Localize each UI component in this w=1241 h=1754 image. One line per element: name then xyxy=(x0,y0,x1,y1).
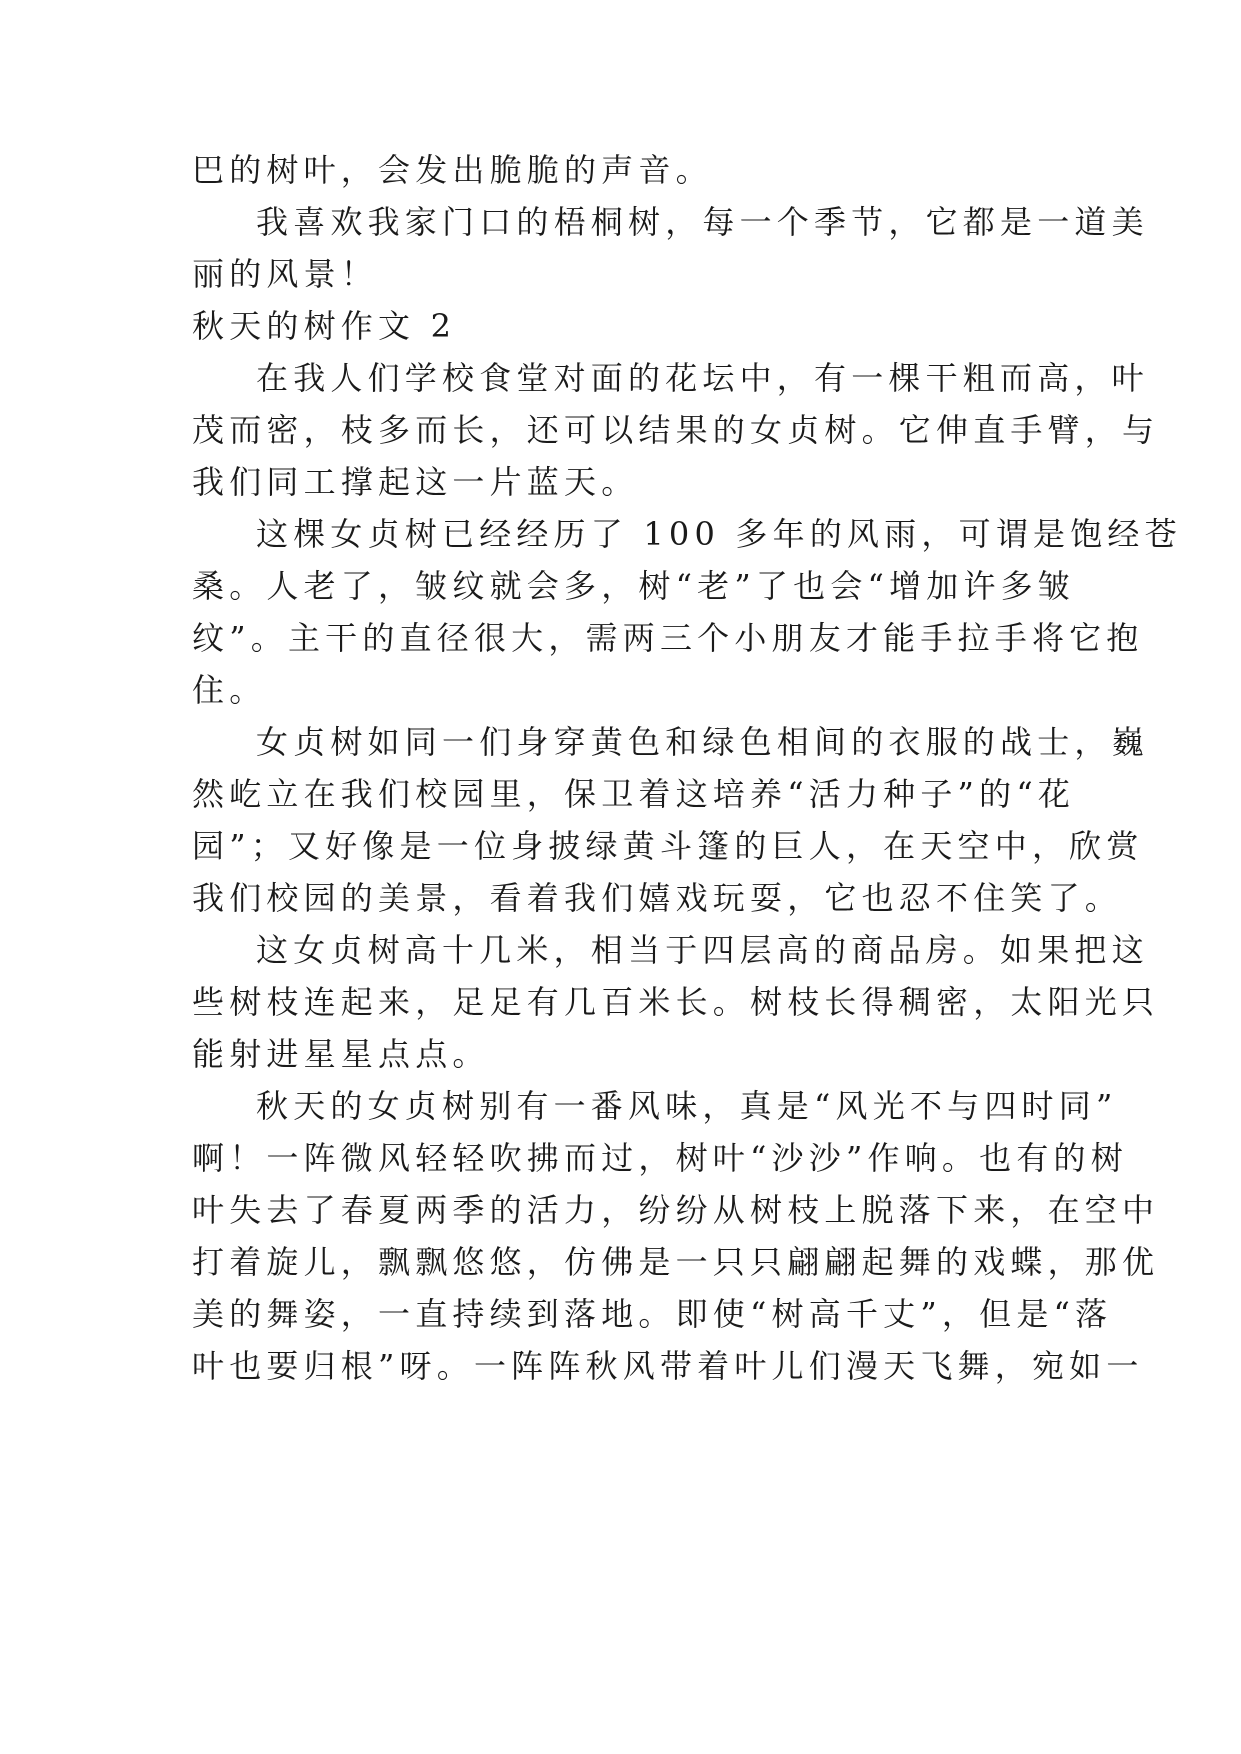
text-line: 叶也要归根”呀。一阵阵秋风带着叶儿们漫天飞舞，宛如一 xyxy=(192,1347,1144,1385)
paragraph-start-line: 秋天的女贞树别有一番风味，真是“风光不与四时同” xyxy=(256,1087,1118,1125)
text-line: 丽的风景！ xyxy=(192,255,379,293)
text-line: 打着旋儿，飘飘悠悠，仿佛是一只只翩翩起舞的戏蝶，那优 xyxy=(192,1243,1160,1281)
text-line: 些树枝连起来，足足有几百米长。树枝长得稠密，太阳光只 xyxy=(192,983,1160,1021)
text-line: 叶失去了春夏两季的活力，纷纷从树枝上脱落下来，在空中 xyxy=(192,1191,1160,1229)
text-line: 美的舞姿，一直持续到落地。即使“树高千丈”，但是“落 xyxy=(192,1295,1113,1333)
paragraph-start-line: 我喜欢我家门口的梧桐树，每一个季节，它都是一道美 xyxy=(256,203,1149,241)
paragraph-start-line: 这棵女贞树已经经历了 100 多年的风雨，可谓是饱经苍 xyxy=(256,515,1182,553)
text-line: 纹”。主干的直径很大，需两三个小朋友才能手拉手将它抱 xyxy=(192,619,1144,657)
paragraph-start-line: 女贞树如同一们身穿黄色和绿色相间的衣服的战士，巍 xyxy=(256,723,1149,761)
text-line: 我们同工撑起这一片蓝天。 xyxy=(192,463,639,501)
text-line: 桑。人老了，皱纹就会多，树“老”了也会“增加许多皱 xyxy=(192,567,1076,605)
text-line: 茂而密，枝多而长，还可以结果的女贞树。它伸直手臂，与 xyxy=(192,411,1160,449)
essay-heading: 秋天的树作文 2 xyxy=(192,307,457,345)
paragraph-start-line: 在我人们学校食堂对面的花坛中，有一棵干粗而高，叶 xyxy=(256,359,1149,397)
text-line: 园”；又好像是一位身披绿黄斗篷的巨人，在天空中，欣赏 xyxy=(192,827,1144,865)
text-line: 住。 xyxy=(192,671,267,709)
text-line: 能射进星星点点。 xyxy=(192,1035,490,1073)
text-line: 然屹立在我们校园里，保卫着这培养“活力种子”的“花 xyxy=(192,775,1076,813)
text-line: 巴的树叶，会发出脆脆的声音。 xyxy=(192,151,713,189)
text-line: 啊！一阵微风轻轻吹拂而过，树叶“沙沙”作响。也有的树 xyxy=(192,1139,1128,1177)
text-line: 我们校园的美景，看着我们嬉戏玩耍，它也忍不住笑了。 xyxy=(192,879,1123,917)
paragraph-start-line: 这女贞树高十几米，相当于四层高的商品房。如果把这 xyxy=(256,931,1149,969)
